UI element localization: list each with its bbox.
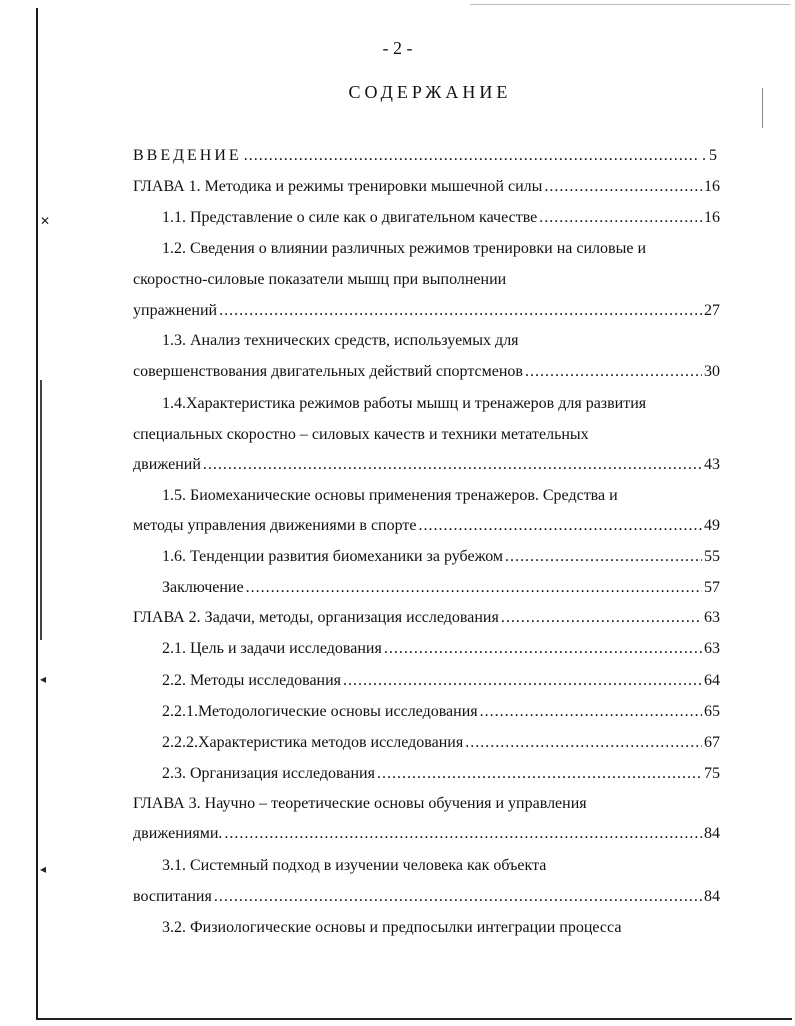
toc-entry-text: 1.5. Биомеханические основы применения тренажеров. Средства и [162, 487, 618, 504]
toc-entry-page: 55 [704, 548, 720, 565]
toc-entry [133, 362, 720, 384]
toc-entry-text: 2.1. Цель и задачи исследования [162, 640, 382, 657]
toc-entry [162, 394, 720, 416]
toc-entry-text: ГЛАВА 2. Задачи, методы, организация исследования [133, 609, 499, 626]
toc-leader-dots [246, 578, 702, 598]
toc-entry-text: 3.1. Системный подход в изучении человека как объекта [162, 857, 547, 874]
scan-edge-top [470, 4, 790, 5]
toc-entry-page: 57 [704, 579, 720, 596]
toc-entry [162, 239, 720, 261]
toc-entry-text: 1.1. Представление о силе как о двигательном качестве [162, 209, 538, 226]
toc-entry-page: 49 [704, 517, 720, 534]
toc-entry-page: 84 [704, 825, 720, 842]
toc-leader-dots [544, 177, 702, 197]
toc-entry-text: 2.3. Организация исследования [162, 765, 375, 782]
toc-entry-page: 16 [704, 178, 720, 195]
scan-edge-bottom [36, 1018, 792, 1020]
toc-leader-dots [384, 639, 702, 659]
toc-entry [162, 764, 720, 786]
toc-entry-text: 3.2. Физиологические основы и предпосылки интеграции процесса [162, 919, 622, 936]
toc-entry [133, 177, 720, 199]
toc-entry [162, 733, 720, 755]
toc-entry-text: ГЛАВА 3. Научно – теоретические основы обучения и управления [133, 795, 587, 812]
toc-entry-text: специальных скоростно – силовых качеств и техники метательных [133, 426, 589, 443]
scan-edge-left-inner [40, 380, 42, 640]
toc-entry-text: 2.2.2.Характеристика методов исследования [162, 734, 464, 751]
toc-entry [133, 455, 720, 477]
toc-entry [162, 856, 720, 878]
toc-leader-dots [377, 764, 702, 784]
toc-entry-text: движениями. [133, 825, 223, 842]
toc-leader-dots [539, 208, 702, 228]
toc-entry [162, 918, 720, 940]
toc-entry-text: упражнений [133, 302, 218, 319]
scan-edge-left [36, 8, 38, 1018]
toc-entry-page: 65 [704, 703, 720, 720]
toc-entry [162, 331, 720, 353]
scan-mark: ✕ [40, 214, 51, 228]
toc-entry [133, 516, 720, 538]
toc-entry-page: 84 [704, 888, 720, 905]
toc-entry-text: движений [133, 456, 201, 473]
toc-leader-dots [244, 146, 700, 166]
toc-entry-page: 27 [704, 302, 720, 319]
toc-entry [133, 887, 720, 909]
toc-entry [133, 425, 720, 447]
toc-entry-text: скоростно-силовые показатели мышц при выполнении [133, 271, 507, 288]
toc-entry [133, 608, 720, 630]
toc-entry-page: 63 [704, 640, 720, 657]
toc-leader-dots [219, 301, 702, 321]
toc-entry [162, 639, 720, 661]
toc-entry-text: 2.2.1.Методологические основы исследования [162, 703, 478, 720]
toc-entry-text: Заключение [162, 579, 244, 596]
toc-leader-dots [419, 516, 703, 536]
toc-leader-dots [203, 455, 702, 475]
page-number: - 2 - [382, 38, 413, 58]
toc-entry [162, 547, 720, 569]
scan-mark: ◂ [40, 672, 47, 686]
toc-entry-text: совершенствования двигательных действий спортсменов [133, 363, 523, 380]
toc-entry-text: 1.6. Тенденции развития биомеханики за рубежом [162, 548, 504, 565]
toc-entry [133, 270, 720, 292]
toc-leader-dots [525, 362, 702, 382]
toc-leader-dots [505, 547, 702, 567]
toc-entry-page: 43 [704, 456, 720, 473]
toc-entry [162, 578, 720, 600]
toc-entry-text: методы управления движениями в спорте [133, 517, 417, 534]
toc-entry-page: 67 [704, 734, 720, 751]
toc-entry [162, 671, 720, 693]
toc-entry [162, 208, 720, 230]
toc-leader-dots [480, 702, 702, 722]
toc-entry [133, 146, 720, 168]
toc-entry-page: 30 [704, 363, 720, 380]
toc-entry-page: 64 [704, 672, 720, 689]
toc-entry-page: 63 [704, 609, 720, 626]
toc-entry-text: 2.2. Методы исследования [162, 672, 342, 689]
toc-leader-dots [465, 733, 702, 753]
toc-entry [162, 486, 720, 508]
toc-entry-text: ГЛАВА 1. Методика и режимы тренировки мышечной силы [133, 178, 543, 195]
toc-entry [133, 794, 720, 816]
toc-entry-page: 75 [704, 765, 720, 782]
toc-entry [133, 301, 720, 323]
toc-entry-page: .5 [702, 147, 720, 164]
toc-entry [162, 702, 720, 724]
toc-leader-dots [501, 608, 702, 628]
toc-entry-page: 16 [704, 209, 720, 226]
toc-entry-text: 1.2. Сведения о влиянии различных режимов тренировки на силовые и [162, 240, 646, 257]
toc-leader-dots [224, 824, 702, 844]
toc-entry-text: воспитания [133, 888, 212, 905]
toc-leader-dots [343, 671, 702, 691]
toc-entry [133, 824, 720, 846]
toc-leader-dots [214, 887, 702, 907]
toc-entry-text: ВВЕДЕНИЕ [133, 147, 242, 164]
toc-entry-text: 1.3. Анализ технических средств, используемых для [162, 332, 519, 349]
scan-mark: ◂ [40, 862, 47, 876]
toc-entry-text: 1.4.Характеристика режимов работы мышц и тренажеров для развития [162, 395, 647, 412]
page-title: СОДЕРЖАНИЕ [348, 82, 512, 102]
